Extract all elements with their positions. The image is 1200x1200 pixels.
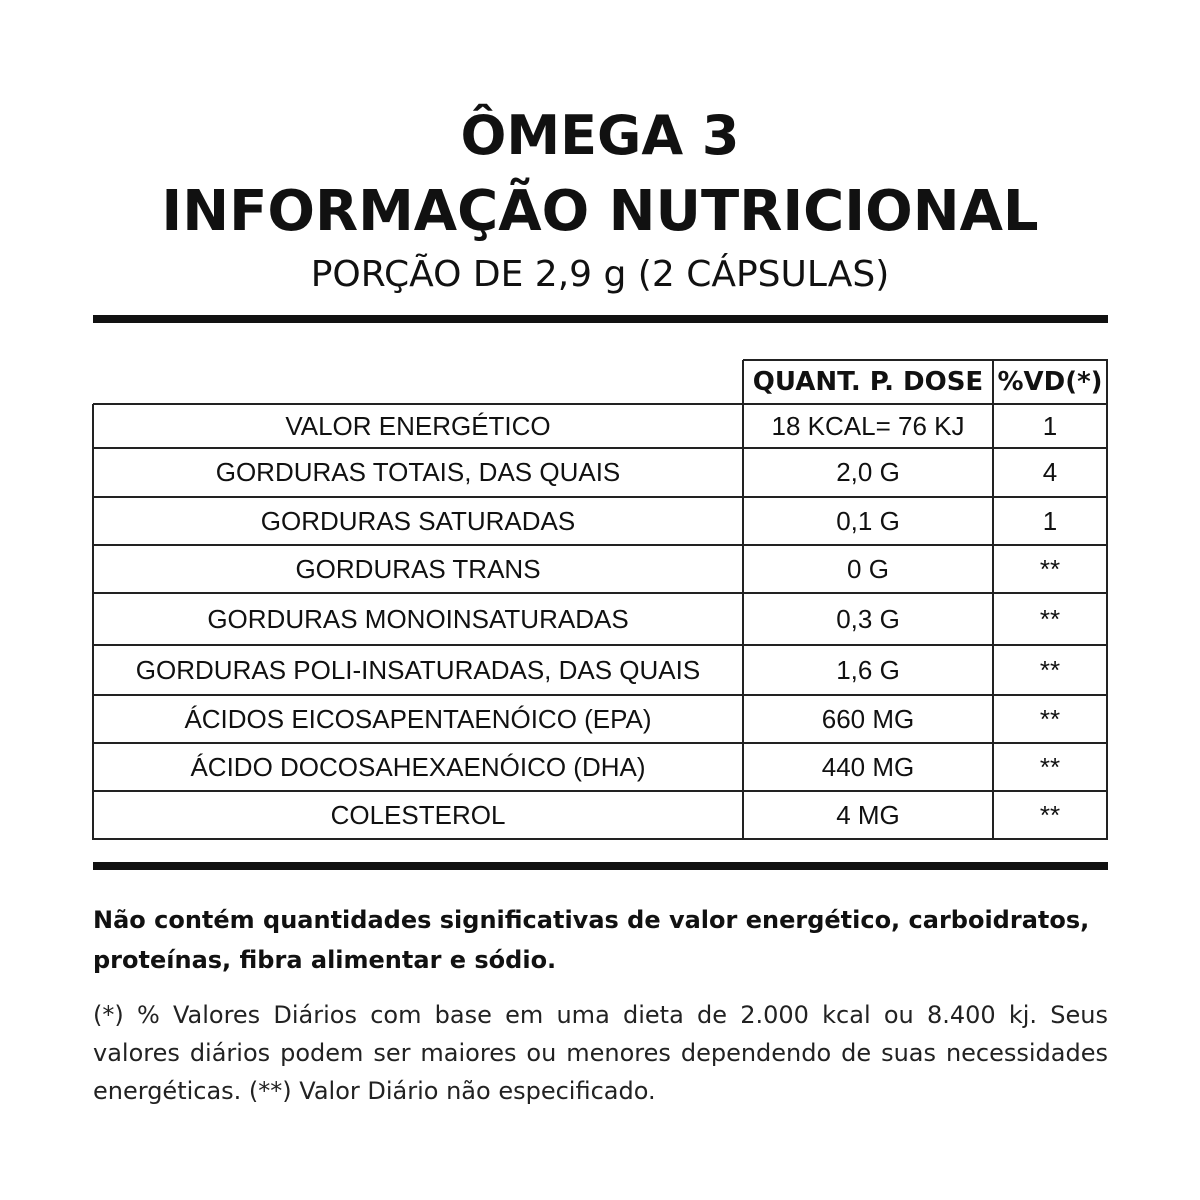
nutrient-quantity: 0,1 G [836,505,900,536]
table-rule-horizontal [743,359,1108,361]
nutrient-vd: ** [1039,799,1061,830]
nutrient-name: GORDURAS MONOINSATURADAS [207,603,629,634]
table-rule-vertical [92,404,94,840]
nutrient-name: GORDURAS POLI-INSATURADAS, DAS QUAIS [135,654,701,685]
nutrient-name: GORDURAS TRANS [295,553,541,584]
nutrient-quantity: 2,0 G [836,457,900,487]
nutrient-vd: ** [1039,603,1061,634]
nutrient-vd: 1 [1042,410,1058,441]
table-rule-vertical [992,360,994,840]
table-rule-horizontal [93,644,1108,646]
nutrient-vd: ** [1039,751,1061,782]
top-divider [93,315,1108,323]
nutrient-quantity: 1,6 G [836,654,900,685]
table-rule-horizontal [93,838,1108,840]
table-rule-horizontal [93,592,1108,594]
table-rule-vertical [742,360,744,840]
table-rule-horizontal [93,694,1108,696]
nutrient-vd: ** [1039,654,1061,685]
nutrient-name: GORDURAS TOTAIS, DAS QUAIS [215,457,621,487]
disclaimer-footnote: (*) % Valores Diários com base em uma dieta de 2.000 kcal ou 8.400 kj. Seus valores diários podem ser maiores ou menores dependendo de suas necessidades energéticas. (**) Valor Diário não especificado. [93,1001,1108,1105]
product-title: ÔMEGA 3 [460,104,740,167]
nutrient-name: ÁCIDOS EICOSAPENTAENÓICO (EPA) [184,703,652,734]
nutrient-vd: 1 [1042,505,1058,536]
nutrient-name: COLESTEROL [330,799,506,830]
table-rule-horizontal [93,447,1108,449]
nutrient-quantity: 0 G [847,553,889,584]
nutrient-quantity: 4 MG [836,799,900,830]
bottom-divider [93,862,1108,870]
nutrient-name: GORDURAS SATURADAS [260,505,576,536]
table-rule-horizontal [93,496,1108,498]
serving-size: PORÇÃO DE 2,9 g (2 CÁPSULAS) [310,254,890,295]
table-rule-horizontal [93,403,1108,405]
nutrient-name: VALOR ENERGÉTICO [285,410,551,441]
nutrition-heading: INFORMAÇÃO NUTRICIONAL [161,179,1039,244]
disclaimer-bold: Não contém quantidades significativas de valor energético, carboidratos, proteínas, fibra alimentar e sódio. [93,906,1090,974]
table-rule-horizontal [93,790,1108,792]
nutrient-quantity: 0,3 G [836,603,900,634]
nutrient-vd: ** [1039,553,1061,584]
header-vd: %VD(*) [997,367,1103,397]
table-rule-horizontal [93,544,1108,546]
table-rule-vertical [1106,360,1108,840]
nutrient-vd: ** [1039,703,1061,734]
nutrient-name: ÁCIDO DOCOSAHEXAENÓICO (DHA) [190,751,646,782]
nutrient-quantity: 660 MG [821,703,915,734]
nutrient-quantity: 18 KCAL= 76 KJ [771,410,965,441]
nutrient-vd: 4 [1042,457,1058,487]
nutrient-quantity: 440 MG [821,751,915,782]
table-rule-horizontal [93,742,1108,744]
header-quantity: QUANT. P. DOSE [752,367,984,397]
